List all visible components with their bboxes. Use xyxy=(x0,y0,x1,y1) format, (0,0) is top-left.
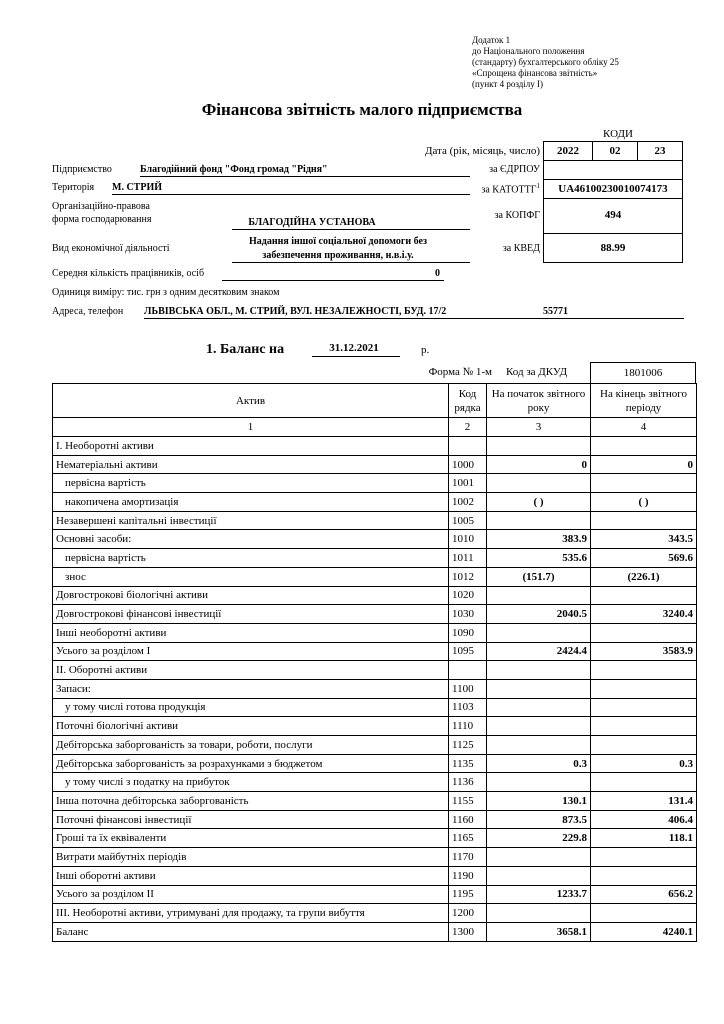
row-label: Довгострокові біологічні активи xyxy=(53,586,449,605)
row-start-value: 873.5 xyxy=(487,810,591,829)
row-label: II. Оборотні активи xyxy=(53,661,449,680)
table-row xyxy=(53,549,697,568)
table-row xyxy=(53,810,697,829)
row-end-value xyxy=(591,866,697,885)
table-row xyxy=(53,922,697,941)
appendix-line: «Спрощена фінансова звітність» xyxy=(472,68,598,78)
row-code: 1010 xyxy=(449,530,487,549)
row-label: Поточні фінансові інвестиції xyxy=(53,810,449,829)
row-end-value: (226.1) xyxy=(591,567,697,586)
row-end-value: 0.3 xyxy=(591,754,697,773)
balance-date: 31.12.2021 xyxy=(329,342,379,354)
dkud-label: Код за ДКУД xyxy=(506,366,568,378)
table-row xyxy=(53,661,697,680)
row-code: 1002 xyxy=(449,493,487,512)
row-code: 1165 xyxy=(449,829,487,848)
row-label: III. Необоротні активи, утримувані для продажу, та групи вибуття xyxy=(53,904,449,923)
territory-underline xyxy=(112,194,470,195)
row-end-value: 406.4 xyxy=(591,810,697,829)
row-start-value: 130.1 xyxy=(487,792,591,811)
org-form-label-line2: форма господарювання xyxy=(52,214,152,225)
row-label: Усього за розділом I xyxy=(53,642,449,661)
row-end-value xyxy=(591,679,697,698)
row-start-value xyxy=(487,623,591,642)
table-row xyxy=(53,717,697,736)
row-code: 1012 xyxy=(449,567,487,586)
row-end-value: 4240.1 xyxy=(591,922,697,941)
row-code: 1136 xyxy=(449,773,487,792)
row-start-value xyxy=(487,586,591,605)
table-row xyxy=(53,848,697,867)
table-row xyxy=(53,530,697,549)
table-row xyxy=(53,792,697,811)
row-start-value xyxy=(487,717,591,736)
row-end-value xyxy=(591,717,697,736)
row-code: 1100 xyxy=(449,679,487,698)
table-row xyxy=(53,736,697,755)
table-row xyxy=(53,885,697,904)
row-code: 1090 xyxy=(449,623,487,642)
org-form-underline xyxy=(232,229,470,230)
row-start-value xyxy=(487,866,591,885)
row-code: 1030 xyxy=(449,605,487,624)
row-end-value xyxy=(591,736,697,755)
form-label: Форма № 1-м xyxy=(428,366,492,378)
row-end-value xyxy=(591,623,697,642)
row-label: Витрати майбутніх періодів xyxy=(53,848,449,867)
row-end-value xyxy=(591,848,697,867)
territory-label: Територія xyxy=(52,182,95,193)
enterprise-underline xyxy=(140,176,470,177)
row-start-value xyxy=(487,511,591,530)
row-start-value: 3658.1 xyxy=(487,922,591,941)
row-code: 1190 xyxy=(449,866,487,885)
activity-value-line2: забезпечення проживання, н.в.і.у. xyxy=(262,250,414,261)
edrpou-label: за ЄДРПОУ xyxy=(489,164,540,175)
row-label: Інші оборотні активи xyxy=(53,866,449,885)
row-label: первісна вартість xyxy=(53,549,449,568)
row-code xyxy=(449,437,487,456)
row-start-value xyxy=(487,474,591,493)
activity-label: Вид економічної діяльності xyxy=(52,243,170,254)
row-end-value xyxy=(591,586,697,605)
header-code: Код рядка xyxy=(449,384,487,418)
row-start-value: 2424.4 xyxy=(487,642,591,661)
row-end-value: 131.4 xyxy=(591,792,697,811)
balance-table xyxy=(52,383,697,942)
employees-label: Середня кількість працівників, осіб xyxy=(52,268,205,279)
page-title: Фінансова звітність малого підприємства xyxy=(201,100,523,119)
row-label: у тому числі з податку на прибуток xyxy=(53,773,449,792)
index-3: 3 xyxy=(487,418,591,437)
table-row xyxy=(53,904,697,923)
row-code: 1170 xyxy=(449,848,487,867)
row-end-value xyxy=(591,661,697,680)
row-start-value xyxy=(487,661,591,680)
appendix-line: (стандарту) бухгалтерського обліку 25 xyxy=(472,57,619,67)
row-end-value: 3240.4 xyxy=(591,605,697,624)
row-code xyxy=(449,661,487,680)
row-end-value: ( ) xyxy=(591,493,697,512)
org-form-label-line1: Організаційно-правова xyxy=(52,201,150,212)
row-code: 1300 xyxy=(449,922,487,941)
row-label: накопичена амортизація xyxy=(53,493,449,512)
row-label: у тому числі готова продукція xyxy=(53,698,449,717)
row-end-value: 656.2 xyxy=(591,885,697,904)
table-row xyxy=(53,605,697,624)
address-label: Адреса, телефон xyxy=(52,306,124,317)
row-start-value xyxy=(487,736,591,755)
row-end-value xyxy=(591,437,697,456)
date-day: 23 xyxy=(637,141,683,161)
row-label: Дебіторська заборгованість за розрахунками з бюджетом xyxy=(53,754,449,773)
codes-header: КОДИ xyxy=(603,128,633,140)
row-start-value: (151.7) xyxy=(487,567,591,586)
row-code: 1103 xyxy=(449,698,487,717)
table-row xyxy=(53,642,697,661)
table-row xyxy=(53,829,697,848)
row-start-value xyxy=(487,904,591,923)
address-underline xyxy=(144,318,684,319)
row-start-value xyxy=(487,773,591,792)
row-start-value: 0.3 xyxy=(487,754,591,773)
appendix-note xyxy=(472,35,672,90)
row-label: Інші необоротні активи xyxy=(53,623,449,642)
activity-underline xyxy=(232,262,470,263)
date-year: 2022 xyxy=(543,141,593,161)
row-label: Баланс xyxy=(53,922,449,941)
row-start-value: 0 xyxy=(487,455,591,474)
date-month: 02 xyxy=(592,141,638,161)
table-row xyxy=(53,586,697,605)
row-label: знос xyxy=(53,567,449,586)
table-row xyxy=(53,455,697,474)
header-start: На початок звітного року xyxy=(487,384,591,418)
row-label: I. Необоротні активи xyxy=(53,437,449,456)
appendix-line: (пункт 4 розділу І) xyxy=(472,79,544,89)
table-row xyxy=(53,679,697,698)
row-end-value xyxy=(591,904,697,923)
row-code: 1000 xyxy=(449,455,487,474)
row-label: Запаси: xyxy=(53,679,449,698)
table-row xyxy=(53,493,697,512)
katottg-value: UA46100230010074173 xyxy=(543,179,683,199)
address-phone: 55771 xyxy=(543,306,568,317)
date-label: Дата (рік, місяць, число) xyxy=(424,145,540,157)
balance-header-row xyxy=(53,384,697,418)
kopfg-value: 494 xyxy=(543,198,683,234)
enterprise-value: Благодійний фонд "Фонд громад "Рідня" xyxy=(140,164,328,175)
kved-label: за КВЕД xyxy=(502,243,540,254)
row-code: 1135 xyxy=(449,754,487,773)
row-start-value xyxy=(487,698,591,717)
employees-underline xyxy=(222,280,444,281)
row-end-value: 118.1 xyxy=(591,829,697,848)
balance-title: 1. Баланс на xyxy=(206,342,285,357)
row-code: 1125 xyxy=(449,736,487,755)
appendix-line: до Національного положення xyxy=(472,46,585,56)
row-code: 1195 xyxy=(449,885,487,904)
table-row xyxy=(53,474,697,493)
row-code: 1155 xyxy=(449,792,487,811)
row-start-value: 1233.7 xyxy=(487,885,591,904)
address-value: ЛЬВІВСЬКА ОБЛ., М. СТРИЙ, ВУЛ. НЕЗАЛЕЖНОСТІ, БУД. 17/2 xyxy=(144,306,447,317)
row-label: первісна вартість xyxy=(53,474,449,493)
row-end-value xyxy=(591,698,697,717)
katottg-label-text: за КАТОТТГ xyxy=(481,184,537,196)
row-end-value: 343.5 xyxy=(591,530,697,549)
dkud-value: 1801006 xyxy=(590,362,696,384)
row-start-value: ( ) xyxy=(487,493,591,512)
unit-text: Одиниця виміру: тис. грн з одним десятковим знаком xyxy=(52,287,280,298)
kved-value: 88.99 xyxy=(543,233,683,263)
table-row xyxy=(53,511,697,530)
row-label: Довгострокові фінансові інвестиції xyxy=(53,605,449,624)
table-row xyxy=(53,437,697,456)
index-4: 4 xyxy=(591,418,697,437)
row-end-value xyxy=(591,511,697,530)
row-code: 1200 xyxy=(449,904,487,923)
row-end-value: 569.6 xyxy=(591,549,697,568)
row-start-value: 383.9 xyxy=(487,530,591,549)
balance-date-underline xyxy=(312,356,400,357)
row-label: Дебіторська заборгованість за товари, роботи, послуги xyxy=(53,736,449,755)
row-label: Нематеріальні активи xyxy=(53,455,449,474)
row-start-value xyxy=(487,848,591,867)
index-1: 1 xyxy=(53,418,449,437)
katottg-label xyxy=(440,182,540,195)
row-label: Основні засоби: xyxy=(53,530,449,549)
row-code: 1095 xyxy=(449,642,487,661)
table-row xyxy=(53,866,697,885)
header-asset: Актив xyxy=(53,384,449,418)
territory-value: М. СТРИЙ xyxy=(112,182,162,193)
edrpou-box xyxy=(543,160,683,180)
table-row xyxy=(53,754,697,773)
header-end: На кінець звітного періоду xyxy=(591,384,697,418)
row-start-value: 229.8 xyxy=(487,829,591,848)
row-code: 1020 xyxy=(449,586,487,605)
activity-value-line1: Надання іншої соціальної допомоги без xyxy=(249,236,427,247)
row-end-value: 3583.9 xyxy=(591,642,697,661)
row-label: Гроші та їх еквіваленти xyxy=(53,829,449,848)
appendix-line: Додаток 1 xyxy=(472,35,511,45)
balance-date-suffix: р. xyxy=(421,344,430,356)
balance-body xyxy=(53,437,697,942)
row-start-value: 535.6 xyxy=(487,549,591,568)
row-code: 1001 xyxy=(449,474,487,493)
employees-value: 0 xyxy=(435,268,440,279)
row-code: 1005 xyxy=(449,511,487,530)
org-form-value: БЛАГОДІЙНА УСТАНОВА xyxy=(248,217,376,228)
table-row xyxy=(53,773,697,792)
index-2: 2 xyxy=(449,418,487,437)
row-label: Незавершені капітальні інвестиції xyxy=(53,511,449,530)
table-row xyxy=(53,567,697,586)
balance-index-row xyxy=(53,418,697,437)
row-start-value: 2040.5 xyxy=(487,605,591,624)
row-end-value xyxy=(591,773,697,792)
row-end-value: 0 xyxy=(591,455,697,474)
row-start-value xyxy=(487,437,591,456)
kopfg-label: за КОПФГ xyxy=(494,210,540,221)
table-row xyxy=(53,698,697,717)
row-code: 1011 xyxy=(449,549,487,568)
row-label: Усього за розділом II xyxy=(53,885,449,904)
row-label: Поточні біологічні активи xyxy=(53,717,449,736)
katottg-footnote-mark: 1 xyxy=(536,182,540,190)
table-row xyxy=(53,623,697,642)
row-start-value xyxy=(487,679,591,698)
row-end-value xyxy=(591,474,697,493)
enterprise-label: Підприємство xyxy=(52,164,112,175)
row-code: 1160 xyxy=(449,810,487,829)
row-label: Інша поточна дебіторська заборгованість xyxy=(53,792,449,811)
row-code: 1110 xyxy=(449,717,487,736)
